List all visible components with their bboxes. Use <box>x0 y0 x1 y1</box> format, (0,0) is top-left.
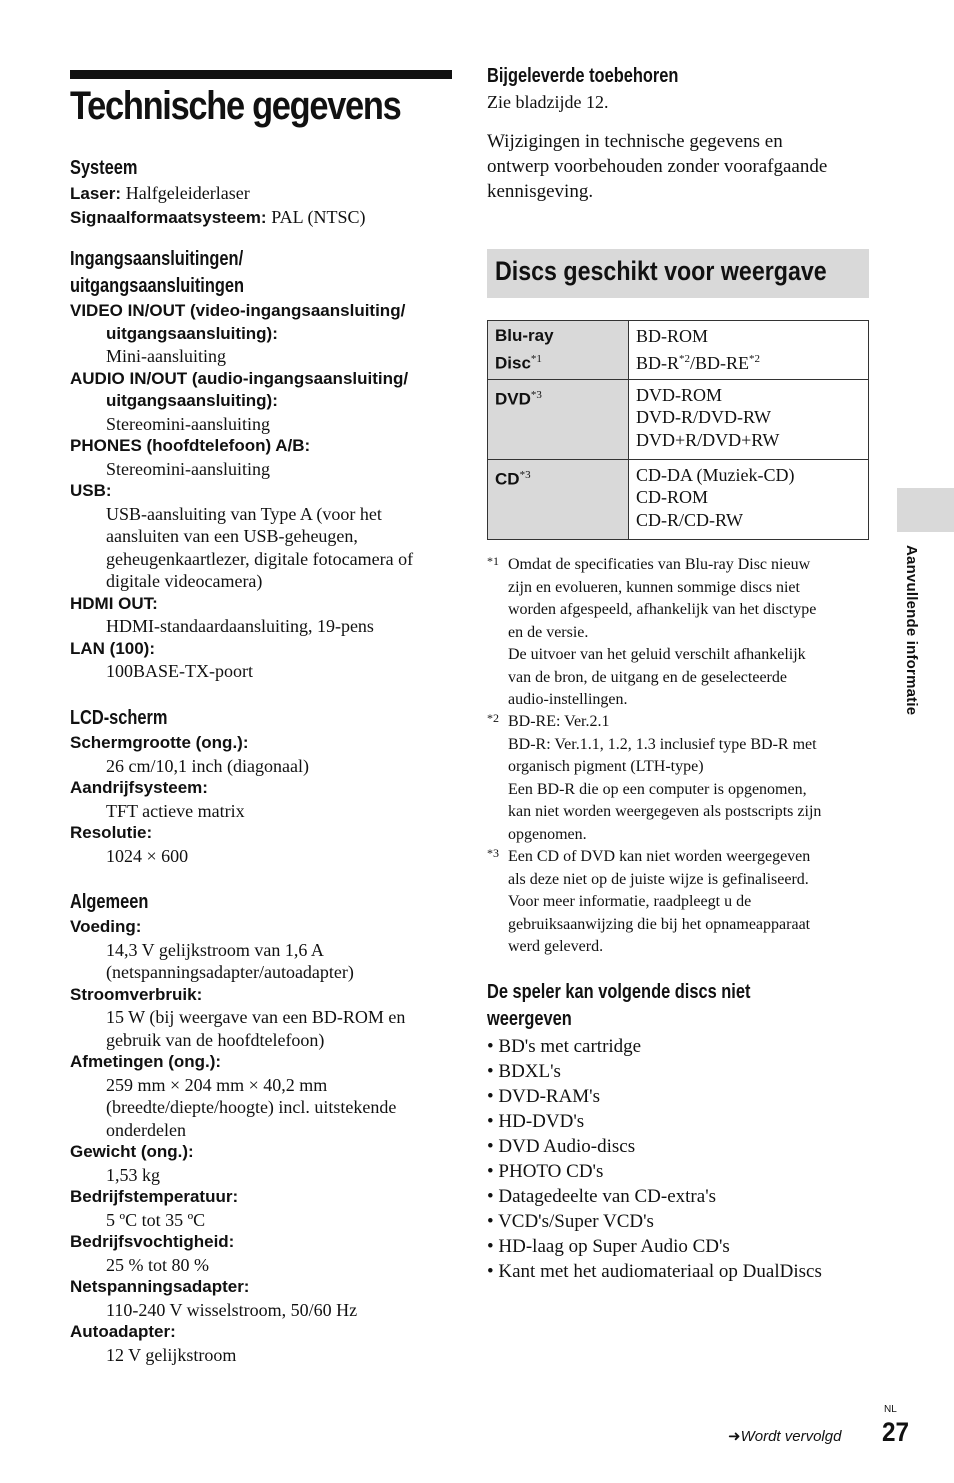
disc-format: CD-ROM <box>636 487 709 508</box>
disc-format: DVD-R/DVD-RW <box>636 407 771 428</box>
weight-value: 1,53 kg <box>106 1164 160 1185</box>
disc-formats-cell <box>629 379 869 459</box>
temperature-value: 5 ºC tot 35 ºC <box>106 1209 206 1230</box>
video-label-cont: uitgangsaansluiting): <box>106 323 278 343</box>
usb-value-1: USB-aansluiting van Type A (voor het <box>106 503 382 524</box>
lan-value: 100BASE-TX-poort <box>106 661 253 681</box>
lcd-heading: LCD-scherm <box>70 707 168 729</box>
inputs-heading-2: uitgangsaansluitingen <box>70 275 245 297</box>
disc-format-part: /BD-RE <box>690 352 750 373</box>
disc-type-cell <box>488 321 629 380</box>
lcd-section <box>70 705 309 867</box>
car-adapter-label: Autoadapter: <box>70 1322 176 1341</box>
ac-adapter-label: Netspanningsadapter: <box>70 1277 250 1296</box>
list-item: • BD's met cartridge <box>487 1034 822 1059</box>
signal-spec <box>70 206 365 230</box>
drive-value: TFT actieve matrix <box>106 800 245 821</box>
screen-size-label: Schermgrootte (ong.): <box>70 733 249 752</box>
not-playable-heading-1: De speler kan volgende discs niet <box>487 981 751 1003</box>
list-item: • DVD-RAM's <box>487 1084 822 1109</box>
systeem-heading: Systeem <box>70 157 138 179</box>
algemeen-section <box>70 889 405 1366</box>
usb-value-4: digitale videocamera) <box>106 571 263 591</box>
usb-label: USB: <box>70 481 112 500</box>
footnote-ref: *1 <box>530 352 542 365</box>
notice-line-1: Wijzigingen in technische gegevens en <box>487 131 783 152</box>
side-tab-label: Aanvullende informatie <box>903 545 920 716</box>
humidity-value: 25 % tot 80 % <box>106 1254 209 1275</box>
not-playable-list <box>487 1034 822 1284</box>
inputs-section <box>70 246 413 683</box>
ac-adapter-value: 110-240 V wisselstroom, 50/60 Hz <box>106 1299 358 1320</box>
accessories-text: Zie bladzijde 12. <box>487 92 609 112</box>
audio-label: AUDIO IN/OUT (audio-ingangsaansluiting/ <box>70 368 409 388</box>
discs-table <box>487 320 869 540</box>
notice-line-2: ontwerp voorbehouden zonder voorafgaande <box>487 156 828 177</box>
usb-value-3: geheugenkaartlezer, digitale fotocamera of <box>106 548 414 569</box>
footnote-line: werd geleverd. <box>508 938 604 955</box>
continued-note <box>728 1427 841 1445</box>
power-label: Voeding: <box>70 917 142 936</box>
disc-type-name: Blu-ray <box>495 326 554 345</box>
side-tab <box>897 488 954 532</box>
disc-type-name <box>495 348 621 375</box>
table-row <box>488 459 869 539</box>
inputs-heading-1: Ingangsaansluitingen/ <box>70 248 244 270</box>
phones-value: Stereomini-aansluiting <box>106 458 270 479</box>
signal-label: Signaalformaatsysteem: <box>70 207 267 227</box>
list-item: • HD-DVD's <box>487 1109 822 1134</box>
list-item: • PHOTO CD's <box>487 1159 822 1184</box>
disc-format: DVD+R/DVD+RW <box>636 429 780 450</box>
disc-type-label: DVD <box>495 389 531 409</box>
language-code: NL <box>884 1404 897 1415</box>
disc-format <box>636 348 861 375</box>
resolution-value: 1024 × 600 <box>106 845 189 866</box>
footnote-line: worden afgespeeld, afhankelijk van het disctype <box>508 601 817 618</box>
not-playable-heading-2: weergeven <box>487 1008 572 1030</box>
list-item: • HD-laag op Super Audio CD's <box>487 1234 822 1259</box>
footnote-line: als deze niet op de juiste wijze is gefinaliseerd. <box>508 870 809 888</box>
screen-size-value: 26 cm/10,1 inch (diagonaal) <box>106 755 309 776</box>
footnote-line: van de bron, de uitgang en de geselecteerde <box>508 668 787 686</box>
hdmi-label: HDMI OUT: <box>70 593 158 613</box>
footnote-line: Een BD-R die op een computer is opgenomen, <box>508 780 807 798</box>
audio-label-cont: uitgangsaansluiting): <box>106 391 278 410</box>
video-value: Mini-aansluiting <box>106 346 226 366</box>
footnote-1 <box>487 554 872 712</box>
systeem-section <box>70 155 365 229</box>
accessories-heading: Bijgeleverde toebehoren <box>487 65 679 87</box>
temperature-label: Bedrijfstemperatuur: <box>70 1187 239 1206</box>
footnote-mark: *2 <box>487 711 499 725</box>
disc-format: BD-ROM <box>636 326 709 346</box>
footnote-2 <box>487 711 872 846</box>
disc-format: DVD-ROM <box>636 384 723 405</box>
disc-type-name <box>495 384 621 411</box>
not-playable-section <box>487 979 872 1033</box>
list-item: • Kant met het audiomateriaal op DualDiscs <box>487 1259 822 1284</box>
disc-type-label: CD <box>495 469 520 489</box>
list-item: • DVD Audio-discs <box>487 1134 822 1159</box>
weight-label: Gewicht (ong.): <box>70 1142 194 1161</box>
drive-label: Aandrijfsysteem: <box>70 778 208 797</box>
dimensions-label: Afmetingen (ong.): <box>70 1052 222 1071</box>
disc-type-cell <box>488 379 629 459</box>
footnote-line: organisch pigment (LTH-type) <box>508 758 704 775</box>
footnote-line: Omdat de specificaties van Blu-ray Disc nieuw <box>508 556 811 573</box>
power-value-1: 14,3 V gelijkstroom van 1,6 A <box>106 939 324 960</box>
disc-format: CD-R/CD-RW <box>636 509 744 530</box>
arrow-right-icon: ➜ <box>728 1428 741 1445</box>
list-item: • VCD's/Super VCD's <box>487 1209 822 1234</box>
dimensions-value-1: 259 mm × 204 mm × 40,2 mm <box>106 1074 328 1095</box>
footnote-mark: *1 <box>487 554 499 568</box>
footnote-line: audio-instellingen. <box>508 691 628 708</box>
footnote-ref: *3 <box>530 388 542 401</box>
power-value-2: (netspanningsadapter/autoadapter) <box>106 962 354 982</box>
disc-type-name-cont: Disc <box>495 353 531 373</box>
footnote-ref: *3 <box>519 468 531 481</box>
laser-spec <box>70 182 365 206</box>
audio-value: Stereomini-aansluiting <box>106 413 270 434</box>
page-title: Technische gegevens <box>70 84 401 128</box>
consumption-label: Stroomverbruik: <box>70 984 203 1004</box>
hdmi-value: HDMI-standaardaansluiting, 19-pens <box>106 616 374 636</box>
continued-label: Wordt vervolgd <box>740 1428 842 1445</box>
footnote-line: gebruiksaanwijzing die bij het opnameapparaat <box>508 915 811 933</box>
footnote-ref: *2 <box>749 352 761 365</box>
footnote-mark: *3 <box>487 846 499 860</box>
footnote-line: Een CD of DVD kan niet worden weergegeven <box>508 848 811 865</box>
disc-formats-cell <box>629 321 869 380</box>
table-row <box>488 321 869 380</box>
dimensions-value-3: onderdelen <box>106 1119 186 1140</box>
footnote-line: en de versie. <box>508 623 589 641</box>
algemeen-heading: Algemeen <box>70 891 149 913</box>
consumption-value-2: gebruik van de hoofdtelefoon) <box>106 1029 325 1050</box>
dimensions-value-2: (breedte/diepte/hoogte) incl. uitstekende <box>106 1097 397 1117</box>
car-adapter-value: 12 V gelijkstroom <box>106 1344 237 1365</box>
disc-format: CD-DA (Muziek-CD) <box>636 464 795 485</box>
footnote-ref: *2 <box>679 352 691 365</box>
footnote-line: De uitvoer van het geluid verschilt afhankelijk <box>508 646 806 663</box>
consumption-value-1: 15 W (bij weergave van een BD-ROM en <box>106 1007 406 1027</box>
page-number: 27 <box>882 1417 910 1447</box>
footnote-line: kan niet worden weergegeven als postscripts zijn <box>508 803 822 820</box>
disc-formats-cell <box>629 459 869 539</box>
footnote-line: Voor meer informatie, raadpleegt u de <box>508 893 752 910</box>
video-label: VIDEO IN/OUT (video-ingangsaansluiting/ <box>70 301 406 320</box>
section-band-title: Discs geschikt voor weergave <box>495 256 827 286</box>
title-rule <box>70 70 452 79</box>
table-row <box>488 379 869 459</box>
phones-label: PHONES (hoofdtelefoon) A/B: <box>70 436 311 455</box>
disc-format-part: BD-R <box>636 352 680 373</box>
notice-line-3: kennisgeving. <box>487 181 594 202</box>
list-item: • Datagedeelte van CD-extra's <box>487 1184 822 1209</box>
usb-value-2: aansluiten van een USB-geheugen, <box>106 526 358 546</box>
disc-type-name <box>495 464 621 491</box>
accessories-section <box>487 63 872 204</box>
humidity-label: Bedrijfsvochtigheid: <box>70 1232 235 1251</box>
disc-type-cell <box>488 459 629 539</box>
laser-label: Laser: <box>70 184 122 203</box>
footnote-line: opgenomen. <box>508 825 587 843</box>
footnote-line: BD-RE: Ver.2.1 <box>508 713 610 730</box>
lan-label: LAN (100): <box>70 638 156 658</box>
footnote-3 <box>487 846 872 959</box>
list-item: • BDXL's <box>487 1059 822 1084</box>
laser-value: Halfgeleiderlaser <box>125 183 250 203</box>
resolution-label: Resolutie: <box>70 823 153 842</box>
footnote-line: zijn en evolueren, kunnen sommige discs niet <box>508 578 800 596</box>
footnote-line: BD-R: Ver.1.1, 1.2, 1.3 inclusief type BD-R met <box>508 735 817 753</box>
signal-value: PAL (NTSC) <box>271 206 366 227</box>
